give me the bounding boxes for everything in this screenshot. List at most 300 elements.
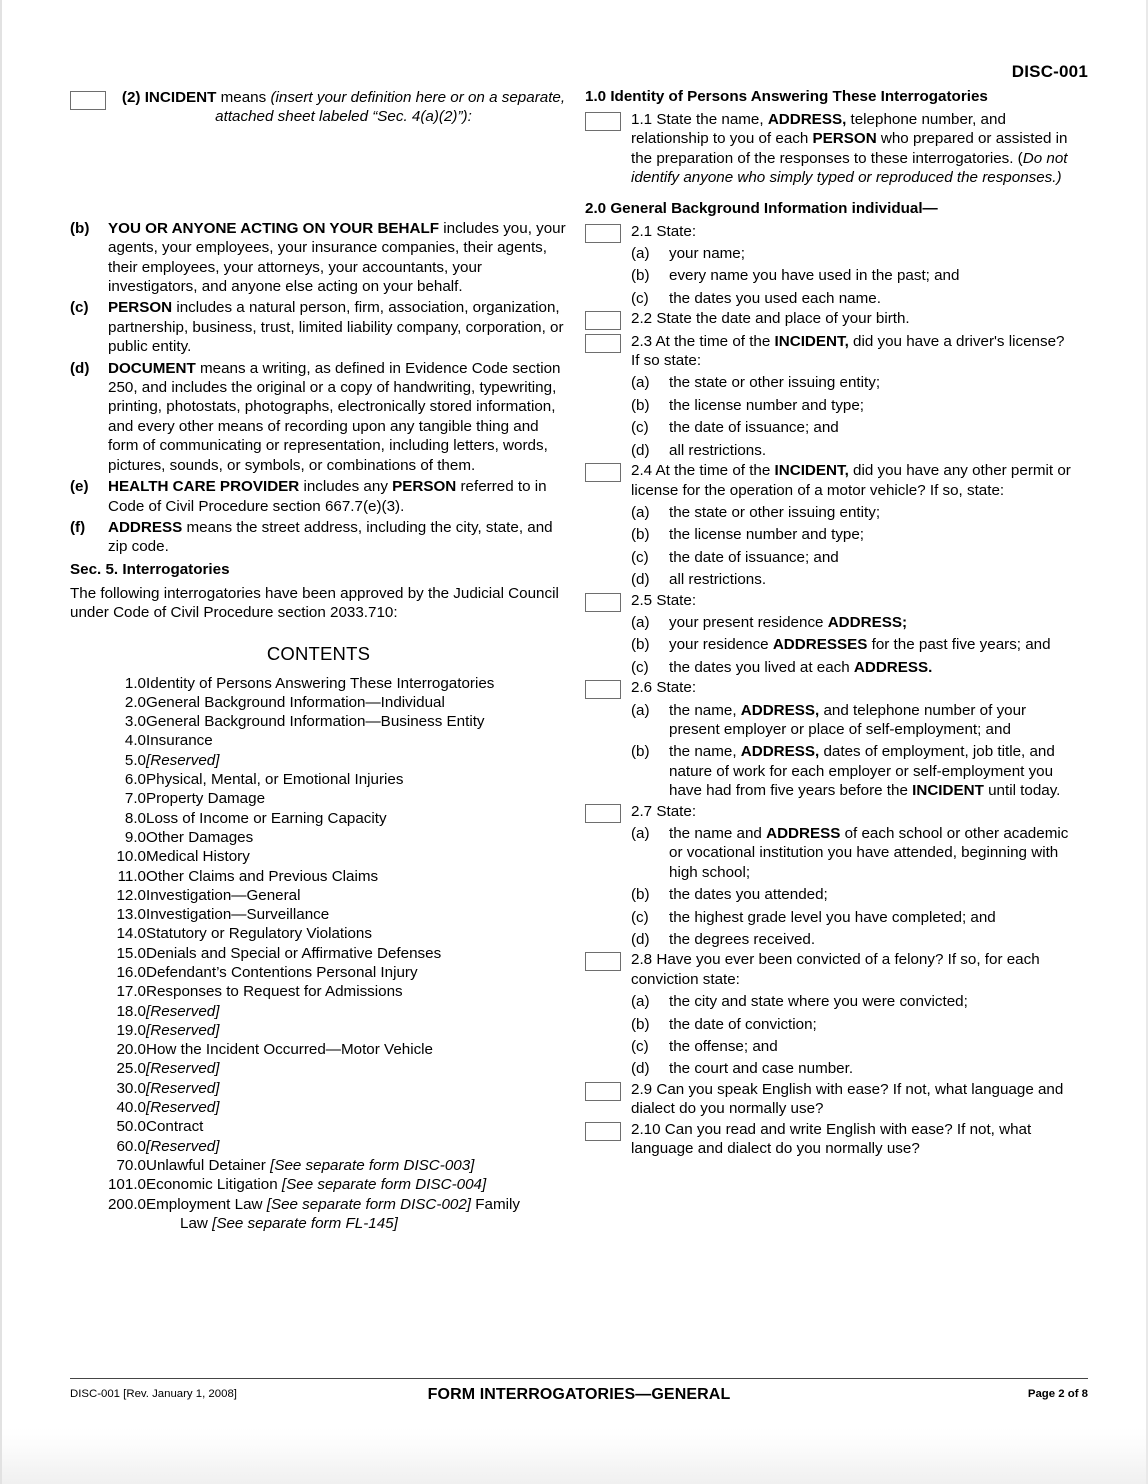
contents-row (88, 1156, 567, 1175)
subitem-label: (c) (631, 1038, 649, 1056)
contents-row (88, 944, 567, 963)
contents-title-text (146, 1002, 567, 1021)
contents-title-text (146, 712, 567, 731)
subitem-text (669, 658, 1075, 677)
subitem-plain: the offense; and (669, 1038, 778, 1056)
subitem-label: (d) (631, 931, 650, 949)
subitem-text (669, 635, 1075, 654)
question-1-1-checkbox[interactable] (585, 112, 621, 131)
subitem-text (669, 885, 1075, 904)
right-column (585, 88, 1075, 1160)
question-number: 2.1 (631, 222, 653, 240)
contents-title-italic: [Reserved] (146, 1079, 220, 1097)
subitem-label: (a) (631, 993, 650, 1011)
subitem-text (669, 742, 1075, 800)
question-subitem (631, 1015, 1075, 1034)
question-prompt (631, 222, 1075, 241)
definition-f-term: ADDRESS (108, 518, 183, 536)
definition-e-term2: PERSON (392, 478, 457, 496)
contents-row (88, 905, 567, 924)
section-1-heading: 1.0 Identity of Persons Answering These Interrogatories (585, 88, 988, 105)
subitem-plain: your name; (669, 245, 745, 263)
contents-row (88, 982, 567, 1001)
subitem-plain: the license number and type; (669, 396, 865, 414)
sec5-heading: Sec. 5. Interrogatories (70, 560, 230, 578)
subitem-plain: the state or other issuing entity; (669, 503, 881, 521)
question-prompt (631, 591, 1075, 610)
question-subitem (631, 635, 1075, 654)
definition-e-label: (e) (70, 478, 89, 496)
question-number: 2.2 (631, 310, 653, 328)
incident-definition-text (120, 88, 567, 127)
subitem-text (669, 266, 1075, 285)
question-body (631, 461, 1075, 589)
question-checkbox[interactable] (585, 334, 621, 353)
subitem-text (669, 930, 1075, 949)
contents-title-text (146, 1195, 567, 1234)
question-subitem (631, 418, 1075, 437)
contents-row (88, 1098, 567, 1117)
question-2-8 (585, 950, 1075, 1078)
definition-c-body: includes a natural person, firm, association, organization, partnership, business, trust, limited liability company, corporation, or public entity. (108, 299, 564, 356)
contents-number: 9.0 (124, 828, 146, 846)
question-text: Can you read and write English with ease? If not, what language and dialect do you normally use? (631, 1120, 1032, 1158)
subitem-text (669, 1037, 1075, 1056)
subitem-text (669, 396, 1075, 415)
question-checkbox[interactable] (585, 1122, 621, 1141)
contents-row (88, 1059, 567, 1078)
subitem-post: of each school or other academic or vocational institution you have attended, beginning with high school; (669, 825, 1069, 881)
contents-row (88, 770, 567, 789)
contents-title-text (146, 828, 567, 847)
subitem-plain: the date of issuance; and (669, 419, 839, 437)
definition-d-text (108, 359, 567, 475)
contents-number: 16.0 (116, 963, 146, 981)
subitem-plain: the state or other issuing entity; (669, 374, 881, 392)
contents-row (88, 1002, 567, 1021)
question-prompt (631, 678, 1075, 697)
contents-row (88, 1079, 567, 1098)
contents-title-plain: Property Damage (146, 790, 266, 808)
question-prompt (631, 1120, 1075, 1159)
question-subitem (631, 396, 1075, 415)
question-text-pre: At the time of the (655, 462, 775, 480)
question-2-4 (585, 461, 1075, 589)
contents-title-plain: Defendant’s Contentions Personal Injury (146, 963, 418, 981)
subitem-bold: ADDRESS, (740, 743, 820, 761)
question-text: State: (656, 591, 697, 609)
contents-title-text (146, 751, 567, 770)
contents-row (88, 1040, 567, 1059)
contents-number: 20.0 (116, 1041, 146, 1059)
contents-number: 60.0 (116, 1137, 146, 1155)
subitem-text (669, 441, 1075, 460)
question-checkbox-wrap (585, 678, 631, 699)
question-subitem (631, 289, 1075, 308)
contents-title-italic: [See separate form DISC-004] (281, 1176, 487, 1194)
subitem-label: (d) (631, 441, 650, 459)
definition-c-label: (c) (70, 299, 89, 317)
question-checkbox[interactable] (585, 804, 621, 823)
question-text-post: did you have a driver's license? If so state: (631, 332, 1065, 370)
contents-number: 14.0 (116, 925, 146, 943)
subitem-plain: the degrees received. (669, 931, 816, 949)
contents-title-plain: General Background Information—Individual (146, 693, 445, 711)
question-subitem (631, 503, 1075, 522)
footer-form-revision: DISC-001 [Rev. January 1, 2008] (70, 1388, 237, 1400)
contents-row (88, 924, 567, 943)
subitem-label: (c) (631, 289, 649, 307)
contents-number: 70.0 (116, 1156, 146, 1174)
contents-number: 7.0 (124, 790, 146, 808)
question-checkbox[interactable] (585, 224, 621, 243)
contents-title-plain: Other Damages (146, 828, 254, 846)
contents-title-text (146, 731, 567, 750)
contents-title-italic: [Reserved] (146, 1060, 220, 1078)
subitem-text (669, 418, 1075, 437)
contents-title-plain: How the Incident Occurred—Motor Vehicle (146, 1041, 434, 1059)
footer-form-title: FORM INTERROGATORIES—GENERAL (427, 1386, 731, 1403)
contents-number: 13.0 (116, 906, 146, 924)
question-1-1-checkbox-wrap (585, 110, 631, 131)
contents-title-italic: [See separate form DISC-003] (270, 1156, 475, 1174)
contents-row (88, 693, 567, 712)
question-body (631, 950, 1075, 1078)
subitem-plain: the dates you used each name. (669, 289, 881, 307)
subitem-text (669, 992, 1075, 1011)
question-checkbox-wrap (585, 1080, 631, 1101)
contents-title-plain: Unlawful Detainer (146, 1156, 271, 1174)
definition-c (70, 298, 567, 356)
question-checkbox[interactable] (585, 311, 621, 330)
subitem-plain: the highest grade level you have completed; and (669, 908, 996, 926)
subitem-label: (a) (631, 374, 650, 392)
contents-row (88, 674, 567, 693)
contents-number: 3.0 (124, 713, 146, 731)
question-subitem (631, 1037, 1075, 1056)
contents-row (88, 886, 567, 905)
question-text: State: (656, 222, 697, 240)
page-footer (70, 1378, 1088, 1410)
contents-title-text (146, 1059, 567, 1078)
question-prompt (631, 461, 1075, 500)
subitem-label: (b) (631, 267, 650, 285)
contents-title-text (146, 770, 567, 789)
subitem-label: (a) (631, 825, 650, 842)
subitem-bold: ADDRESS (766, 825, 841, 842)
incident-lead: means (216, 89, 271, 106)
contents-title-italic: [Reserved] (146, 1002, 220, 1020)
subitem-label: (b) (631, 1015, 650, 1033)
question-prompt (631, 950, 1075, 989)
contents-row (88, 847, 567, 866)
contents-title-text (146, 1021, 567, 1040)
contents-title-text (146, 982, 567, 1001)
subitem-bold2: INCIDENT (912, 782, 984, 800)
subitem-label: (a) (631, 701, 650, 719)
question-2-10 (585, 1120, 1075, 1159)
sec5-paragraph: The following interrogatories have been approved by the Judicial Council under Code of Civil Procedure section 2033.710: (70, 584, 559, 622)
question-1-1-number: 1.1 (631, 111, 653, 128)
subitem-label: (a) (631, 503, 650, 521)
contents-number: 40.0 (116, 1099, 146, 1117)
question-checkbox-wrap (585, 222, 631, 243)
definition-d-label: (d) (70, 359, 90, 377)
question-1-1 (585, 110, 1075, 188)
contents-number: 101.0 (107, 1176, 146, 1194)
question-1-1-b2: PERSON (812, 130, 877, 148)
question-body (631, 332, 1075, 460)
incident-term: INCIDENT (144, 89, 217, 106)
question-1-1-i1: Do not identify anyone who simply typed or reproduced the responses.) (631, 149, 1068, 187)
definition-d-body: means a writing, as defined in Evidence Code section 250, and includes the original or a copy of handwriting, typewriting, printing, photostats, photographs, electronically stored information, and every other means of recording upon any tangible thing and form of communicating or representation, including letters, words, pictures, sounds, or symbols, or combinations of them. (108, 359, 561, 474)
definition-b (70, 219, 567, 297)
contents-title-italic: [Reserved] (146, 751, 220, 769)
subitem-text (669, 701, 1075, 740)
question-body (631, 1080, 1075, 1119)
question-subitem (631, 613, 1075, 632)
question-subitem (631, 441, 1075, 460)
contents-title-plain: Physical, Mental, or Emotional Injuries (146, 771, 404, 789)
contents-continuation-italic: [See separate form FL-145] (212, 1214, 398, 1232)
subitem-label: (a) (631, 245, 650, 263)
incident-checkbox-wrap (70, 88, 120, 110)
question-subitem (631, 570, 1075, 589)
question-subitem (631, 266, 1075, 285)
question-body (631, 1120, 1075, 1159)
question-prompt (631, 332, 1075, 371)
question-body (631, 678, 1075, 800)
subitem-pre: the name and (669, 825, 767, 842)
subitem-label: (c) (631, 548, 649, 566)
question-checkbox-wrap (585, 332, 631, 353)
subitem-text (669, 1015, 1075, 1034)
question-subitem (631, 658, 1075, 677)
question-number: 2.8 (631, 951, 653, 969)
subitem-label: (b) (631, 886, 650, 904)
question-body (631, 802, 1075, 950)
definition-f-body: means the street address, including the city, state, and zip code. (108, 518, 553, 556)
question-checkbox-wrap (585, 309, 631, 330)
contents-title-italic: [Reserved] (146, 1137, 220, 1155)
contents-list (70, 674, 567, 1234)
question-checkbox[interactable] (585, 463, 621, 482)
contents-title-plain: Responses to Request for Admissions (146, 983, 403, 1001)
question-number: 2.4 (631, 462, 653, 480)
contents-title-continuation (146, 1214, 567, 1233)
section-2-heading: 2.0 General Background Information individual— (585, 199, 938, 217)
contents-title-text (146, 944, 567, 963)
contents-title-italic: [See separate form DISC-002] (266, 1195, 472, 1213)
contents-title-text (146, 1040, 567, 1059)
subitem-text (669, 373, 1075, 392)
subitem-bold: ADDRESS. (853, 658, 933, 676)
contents-number: 30.0 (116, 1079, 146, 1097)
subitem-label: (d) (631, 1060, 650, 1078)
question-2-6 (585, 678, 1075, 800)
subitem-plain: the court and case number. (669, 1060, 854, 1078)
footer-page-number: Page 2 of 8 (1027, 1388, 1088, 1400)
contents-number: 4.0 (124, 732, 146, 750)
contents-title-text (146, 886, 567, 905)
question-checkbox-wrap (585, 802, 631, 823)
definition-e (70, 477, 567, 516)
question-1-1-p1: State the name, (656, 111, 768, 128)
contents-number: 8.0 (124, 809, 146, 827)
question-text: State: (656, 802, 697, 820)
subitem-post: and telephone number of your present employer or place of self-employment; and (669, 701, 1027, 738)
question-number: 2.10 (631, 1120, 661, 1138)
question-subitem (631, 373, 1075, 392)
contents-title-plain: Denials and Special or Affirmative Defenses (146, 944, 442, 962)
incident-definition-row (70, 88, 567, 127)
subitem-text (669, 548, 1075, 567)
question-checkbox[interactable] (585, 593, 621, 612)
question-1-1-p2: telephone number, and relationship to you of each (631, 111, 1006, 148)
subitem-plain: all restrictions. (669, 571, 767, 589)
question-text-post: did you have any other permit or license for the operation of a motor vehicle? If so, state: (631, 462, 1071, 499)
contents-row (88, 789, 567, 808)
question-checkbox[interactable] (585, 952, 621, 971)
subitem-plain: the dates you attended; (669, 886, 828, 904)
contents-row (88, 1117, 567, 1136)
subitem-label: (d) (631, 571, 650, 589)
subitem-text (669, 1059, 1075, 1078)
subitem-pre: your residence (669, 636, 773, 654)
question-2-7 (585, 802, 1075, 950)
contents-title-text (146, 1117, 567, 1136)
question-text-bold: INCIDENT, (774, 462, 849, 480)
contents-title-plain: Investigation—General (146, 886, 301, 904)
question-subitem (631, 908, 1075, 927)
contents-number: 19.0 (116, 1021, 146, 1039)
definition-f (70, 518, 567, 557)
contents-number: 15.0 (116, 944, 146, 962)
question-number: 2.9 (631, 1080, 653, 1098)
contents-title-plain: General Background Information—Business Entity (146, 713, 485, 731)
incident-checkbox[interactable] (70, 91, 106, 110)
question-checkbox-wrap (585, 1120, 631, 1141)
contents-title-tail: Family (471, 1195, 520, 1213)
question-text-pre: At the time of the (655, 332, 775, 350)
question-body (631, 222, 1075, 309)
contents-row (88, 1137, 567, 1156)
question-checkbox-wrap (585, 591, 631, 612)
question-number: 2.3 (631, 332, 653, 350)
contents-title-plain: Contract (146, 1118, 204, 1136)
contents-title-plain: Economic Litigation (146, 1176, 282, 1194)
contents-title-plain: Medical History (146, 848, 250, 866)
question-subitem (631, 1059, 1075, 1078)
contents-title-plain: Investigation—Surveillance (146, 906, 330, 924)
subitem-label: (c) (631, 658, 649, 676)
definition-e-text (108, 477, 567, 516)
question-2-5 (585, 591, 1075, 678)
question-subitem (631, 930, 1075, 949)
subitem-label: (b) (631, 636, 650, 654)
definition-b-text (108, 219, 567, 297)
contents-title-plain: Other Claims and Previous Claims (146, 867, 379, 885)
contents-title-text (146, 693, 567, 712)
contents-title-plain: Identity of Persons Answering These Interrogatories (146, 674, 495, 692)
contents-row (88, 1021, 567, 1040)
definition-f-label: (f) (70, 518, 86, 536)
subitem-bold: ADDRESS, (740, 701, 820, 719)
subitem-label: (a) (631, 613, 650, 631)
subitem-post: dates of employment, job title, and nature of work for each employer or self-employment you have had from five years before the (669, 743, 1055, 800)
question-body (631, 309, 1075, 328)
contents-title-italic: [Reserved] (146, 1021, 220, 1039)
contents-number: 200.0 (107, 1195, 146, 1213)
question-checkbox[interactable] (585, 680, 621, 699)
contents-row (88, 1175, 567, 1194)
question-checkbox[interactable] (585, 1082, 621, 1101)
page-bottom-edge (2, 1428, 1146, 1484)
contents-number: 12.0 (116, 886, 146, 904)
left-column (70, 88, 567, 1233)
definition-d-term: DOCUMENT (108, 359, 196, 377)
contents-title-text (146, 1137, 567, 1156)
contents-number: 11.0 (117, 867, 146, 885)
subitem-bold: ADDRESS; (827, 613, 908, 631)
incident-number: (2) (121, 89, 141, 106)
contents-number: 1.0 (124, 674, 146, 692)
subitem-label: (c) (631, 419, 649, 437)
question-2-9 (585, 1080, 1075, 1119)
incident-italic: (insert your definition here or on a separate, attached sheet labeled “Sec. 4(a)(2)”): (215, 89, 566, 126)
question-subitem (631, 885, 1075, 904)
question-2-1 (585, 222, 1075, 309)
subitem-text (669, 244, 1075, 263)
subitem-bold: ADDRESSES (772, 636, 868, 654)
subitem-text (669, 503, 1075, 522)
definition-e-body2: referred to in Code of Civil Procedure section 667.7(e)(3). (108, 478, 547, 515)
subitem-label: (c) (631, 908, 649, 926)
contents-title-text (146, 963, 567, 982)
question-text: State: (656, 679, 697, 697)
contents-title-italic: [Reserved] (146, 1099, 220, 1117)
question-checkbox-wrap (585, 950, 631, 971)
contents-title-text (146, 847, 567, 866)
question-prompt (631, 802, 1075, 821)
subitem-text (669, 289, 1075, 308)
question-subitem (631, 992, 1075, 1011)
definition-e-term: HEALTH CARE PROVIDER (108, 478, 300, 496)
contents-row (88, 828, 567, 847)
contents-row (88, 963, 567, 982)
contents-title: CONTENTS (266, 642, 371, 664)
subitem-plain: the date of conviction; (669, 1015, 817, 1033)
contents-title-text (146, 809, 567, 828)
contents-title-plain: Employment Law (146, 1195, 267, 1213)
subitem-pre: the name, (669, 743, 741, 761)
subitem-text (669, 570, 1075, 589)
definition-b-label: (b) (70, 219, 90, 237)
contents-row (88, 867, 567, 886)
contents-row (88, 1195, 567, 1234)
contents-number: 50.0 (116, 1118, 146, 1136)
subitem-label: (b) (631, 526, 650, 544)
question-body (631, 591, 1075, 678)
question-subitem (631, 824, 1075, 882)
question-number: 2.6 (631, 679, 653, 697)
subitem-post2: until today. (983, 782, 1061, 800)
question-subitem (631, 742, 1075, 800)
contents-number: 6.0 (124, 771, 146, 789)
question-text: Can you speak English with ease? If not, what language and dialect do you normally use? (631, 1080, 1064, 1118)
question-text: Have you ever been convicted of a felony? If so, for each conviction state: (631, 951, 1040, 988)
form-number: DISC-001 (1011, 62, 1088, 81)
